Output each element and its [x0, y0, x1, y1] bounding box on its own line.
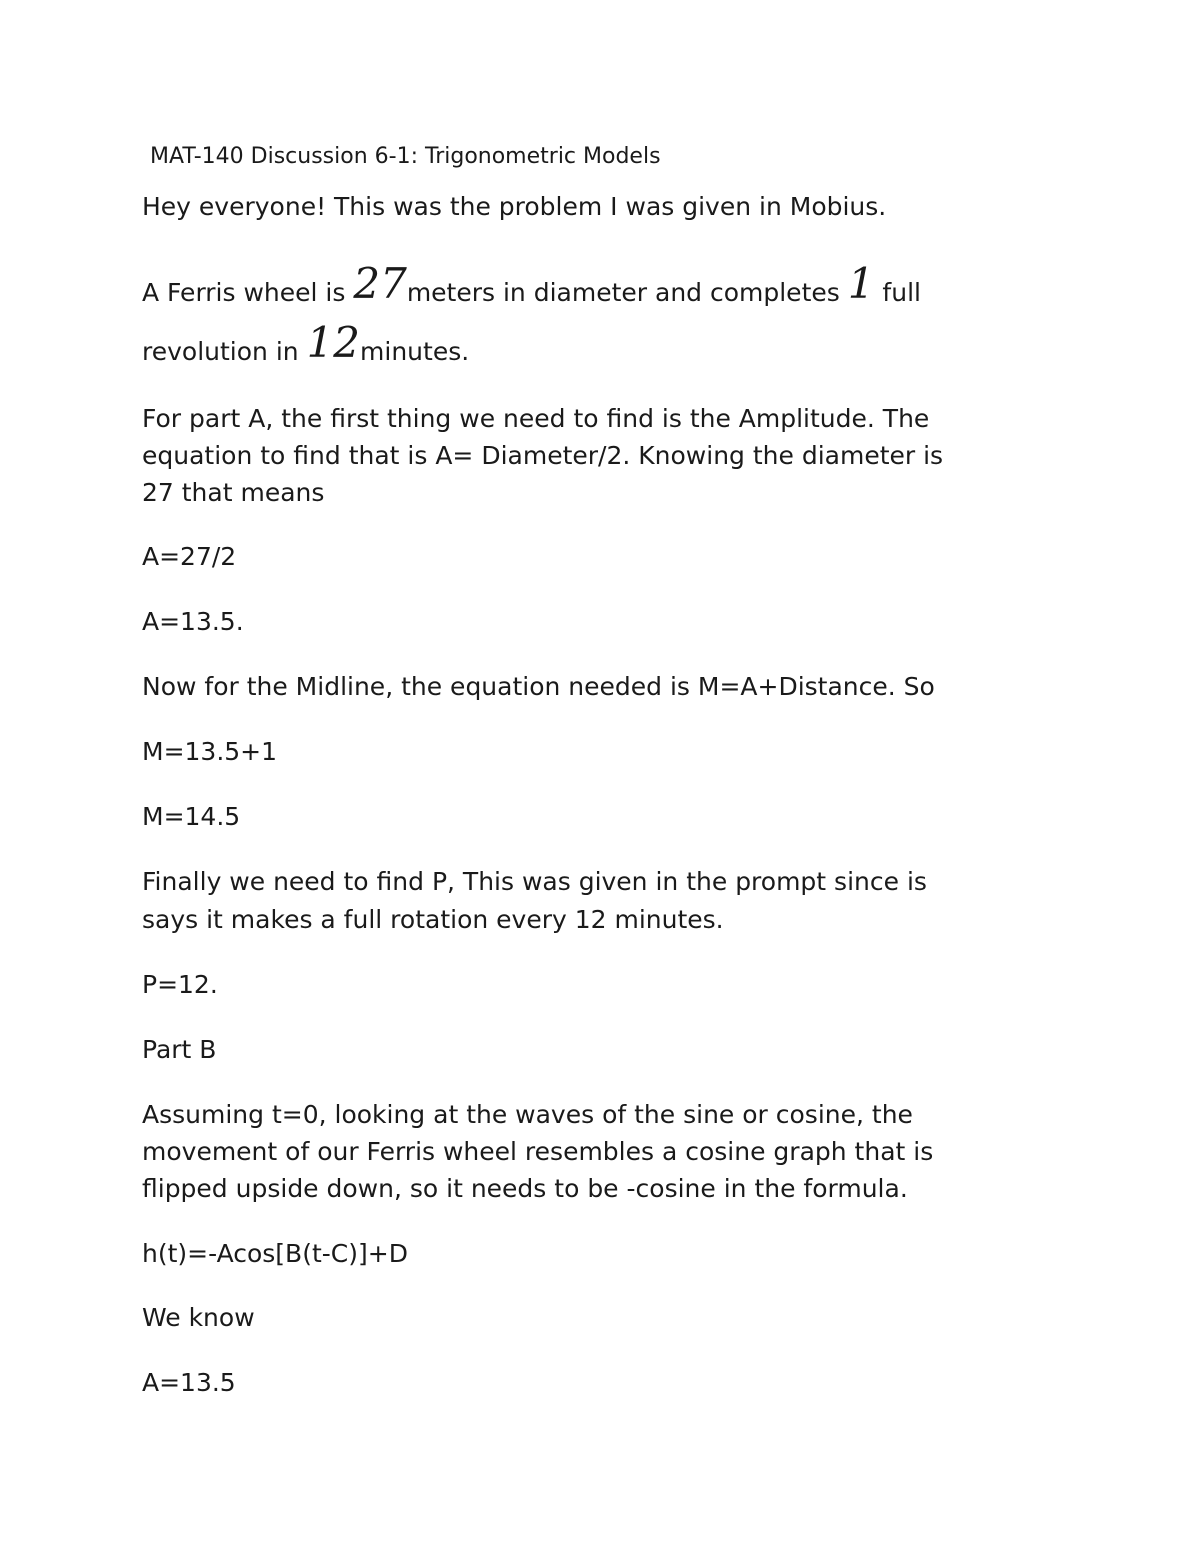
part-b-heading: Part B	[142, 1035, 217, 1064]
period-line-1: Finally we need to find P, This was given in the prompt since is	[142, 867, 927, 896]
formula: h(t)=-Acos[B(t-C)]+D	[142, 1239, 408, 1268]
midline-step-2: M=14.5	[142, 802, 241, 831]
problem-text: A Ferris wheel is	[142, 278, 346, 307]
part-b-line-2: movement of our Ferris wheel resembles a cosine graph that is	[142, 1137, 934, 1166]
period-line-2: says it makes a full rotation every 12 minutes.	[142, 905, 724, 934]
problem-text: full	[882, 278, 921, 307]
minutes-value: 12	[306, 318, 361, 367]
period-value: P=12.	[142, 970, 218, 999]
part-a-line-3: 27 that means	[142, 478, 325, 507]
part-b-line-1: Assuming t=0, looking at the waves of the sine or cosine, the	[142, 1100, 913, 1129]
we-know-text: We know	[142, 1303, 255, 1332]
diameter-value: 27	[353, 259, 407, 308]
document-title: MAT-140 Discussion 6-1: Trigonometric Models	[150, 144, 661, 169]
part-b-line-3: flipped upside down, so it needs to be -cosine in the formula.	[142, 1174, 908, 1203]
problem-text: meters in diameter and completes	[406, 278, 840, 307]
intro-text: Hey everyone! This was the problem I was given in Mobius.	[142, 192, 887, 221]
amplitude-step-2: A=13.5.	[142, 607, 244, 636]
part-a-line-2: equation to find that is A= Diameter/2. Knowing the diameter is	[142, 441, 944, 470]
amplitude-step-1: A=27/2	[142, 542, 237, 571]
problem-line-1	[142, 259, 921, 311]
amplitude-value: A=13.5	[142, 1368, 236, 1397]
problem-text: minutes.	[360, 337, 470, 366]
problem-text: revolution in	[142, 337, 299, 366]
part-a-line-1: For part A, the first thing we need to find is the Amplitude. The	[142, 404, 930, 433]
midline-text: Now for the Midline, the equation needed is M=A+Distance. So	[142, 672, 935, 701]
revolutions-value: 1	[847, 259, 875, 308]
midline-step-1: M=13.5+1	[142, 737, 278, 766]
problem-line-2	[142, 318, 470, 370]
